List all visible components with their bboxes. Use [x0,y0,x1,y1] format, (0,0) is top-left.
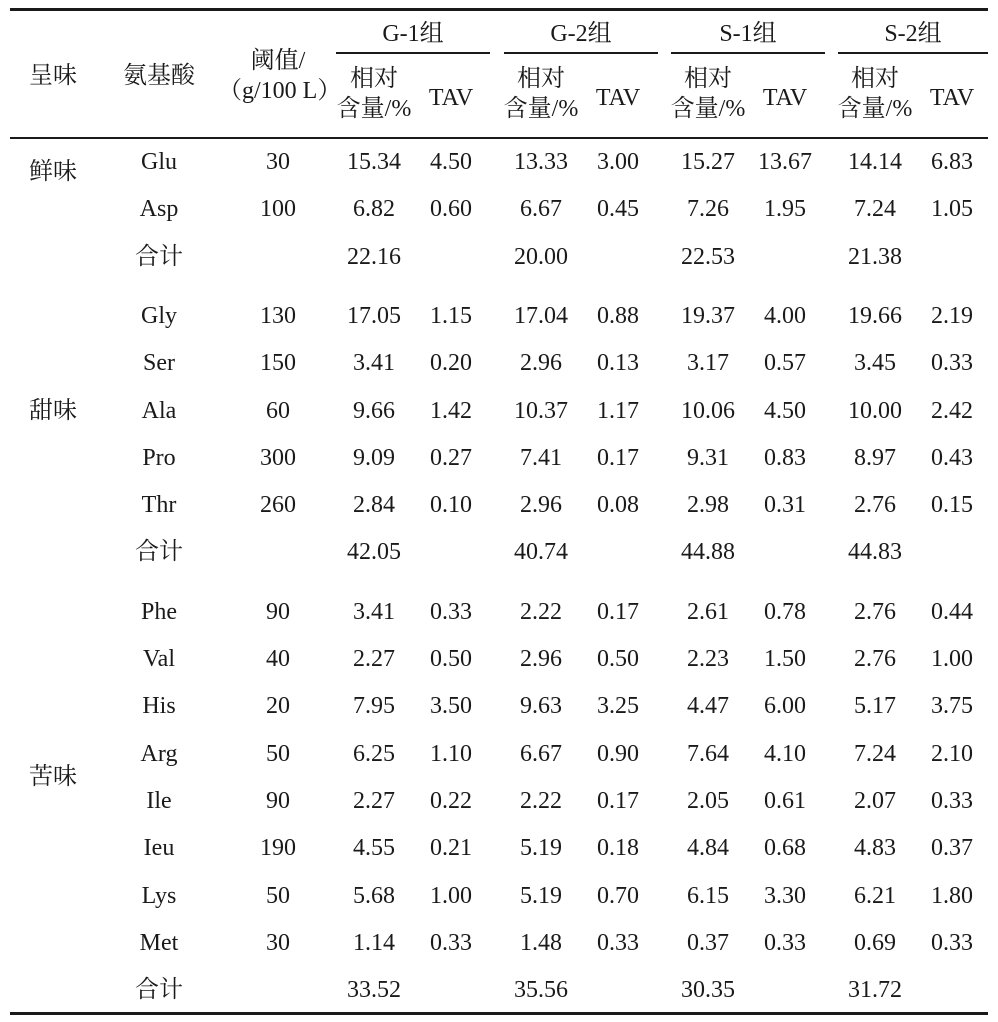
relative-content-cell: 6.25 [353,740,395,767]
relative-content-cell: 7.95 [353,693,395,720]
threshold-cell: 100 [260,196,296,223]
tav-cell: 0.37 [931,835,973,862]
relative-content-cell: 5.68 [353,882,395,909]
tav-cell: 0.50 [430,646,472,672]
tav-cell: 0.17 [597,598,639,625]
relative-content-cell: 8.97 [854,444,896,471]
tav-cell: 3.25 [597,693,639,720]
tav-cell: 0.13 [597,350,639,377]
subheader-relative-line1: 相对 [851,66,899,92]
header-threshold-line2: （g/100 L） [218,78,342,104]
tav-cell: 1.00 [931,646,973,672]
amino-acid-cell: Lys [141,882,177,909]
threshold-cell: 150 [260,350,296,377]
relative-content-cell: 7.26 [687,196,729,223]
total-value-cell: 22.53 [681,243,735,270]
amino-acid-cell: Pro [142,444,176,471]
tav-cell: 3.00 [597,149,639,175]
total-value-cell: 21.38 [848,243,902,270]
relative-content-cell: 2.22 [520,787,562,814]
tav-cell: 0.10 [430,492,472,519]
subheader-relative-line1: 相对 [684,66,732,92]
relative-content-cell: 2.98 [687,492,729,519]
relative-content-cell: 10.06 [681,397,735,424]
amino-acid-cell: Arg [140,740,178,767]
taste-label-cell: 鲜味 [29,159,77,185]
group-rule-s1 [671,52,825,54]
relative-content-cell: 6.67 [520,740,562,767]
relative-content-cell: 2.96 [520,492,562,519]
total-value-cell: 35.56 [514,977,568,1004]
tav-cell: 0.57 [764,350,806,377]
relative-content-cell: 2.96 [520,646,562,672]
relative-content-cell: 4.47 [687,693,729,720]
relative-content-cell: 6.15 [687,882,729,909]
tav-cell: 1.10 [430,740,472,767]
amino-acid-cell: Thr [141,492,177,519]
header-group-g1: G-1组 [382,21,444,47]
relative-content-cell: 19.66 [848,302,902,329]
tav-cell: 0.15 [931,492,973,519]
amino-acid-cell: Val [143,646,175,672]
bottom-rule [10,1012,988,1015]
tav-cell: 4.50 [430,149,472,175]
tav-cell: 0.33 [764,929,806,956]
relative-content-cell: 7.41 [520,444,562,471]
amino-acid-cell: Phe [141,598,177,625]
total-value-cell: 22.16 [347,243,401,270]
relative-content-cell: 3.17 [687,350,729,377]
header-group-g2: G-2组 [550,21,612,47]
tav-cell: 1.50 [764,646,806,672]
tav-cell: 1.80 [931,882,973,909]
group-rule-g2 [504,52,658,54]
relative-content-cell: 2.76 [854,646,896,672]
relative-content-cell: 10.37 [514,397,568,424]
total-value-cell: 20.00 [514,243,568,270]
relative-content-cell: 3.41 [353,350,395,377]
subheader-relative-line2: 含量/% [503,96,579,122]
threshold-cell: 130 [260,302,296,329]
tav-cell: 6.83 [931,149,973,175]
relative-content-cell: 7.64 [687,740,729,767]
relative-content-cell: 13.33 [514,149,568,175]
tav-cell: 1.17 [597,397,639,424]
subheader-relative-content [837,64,913,124]
tav-cell: 0.17 [597,787,639,814]
amino-acid-cell: Ile [146,787,172,814]
amino-acid-cell: Asp [139,196,179,223]
subheader-relative-line2: 含量/% [336,96,412,122]
tav-cell: 0.50 [597,646,639,672]
relative-content-cell: 9.09 [353,444,395,471]
tav-cell: 4.00 [764,302,806,329]
relative-content-cell: 5.19 [520,882,562,909]
subheader-tav: TAV [762,85,808,111]
threshold-cell: 40 [266,646,290,672]
relative-content-cell: 6.82 [353,196,395,223]
tav-cell: 3.75 [931,693,973,720]
relative-content-cell: 2.27 [353,787,395,814]
tav-cell: 0.90 [597,740,639,767]
tav-cell: 3.30 [764,882,806,909]
relative-content-cell: 5.17 [854,693,896,720]
top-rule [10,8,988,11]
group-rule-s2 [838,52,988,54]
subheader-relative-content [336,64,412,124]
relative-content-cell: 9.63 [520,693,562,720]
relative-content-cell: 2.05 [687,787,729,814]
relative-content-cell: 4.83 [854,835,896,862]
header-threshold [218,46,342,106]
threshold-cell: 90 [266,787,290,814]
subheader-relative-line2: 含量/% [837,96,913,122]
threshold-cell: 30 [266,929,290,956]
subheader-relative-line1: 相对 [517,66,565,92]
total-value-cell: 42.05 [347,539,401,566]
tav-cell: 0.20 [430,350,472,377]
threshold-cell: 90 [266,598,290,625]
total-label-cell: 合计 [135,243,183,270]
tav-cell: 0.83 [764,444,806,471]
relative-content-cell: 17.04 [514,302,568,329]
total-value-cell: 33.52 [347,977,401,1004]
relative-content-cell: 6.21 [854,882,896,909]
tav-cell: 0.70 [597,882,639,909]
relative-content-cell: 6.67 [520,196,562,223]
relative-content-cell: 2.07 [854,787,896,814]
relative-content-cell: 15.34 [347,149,401,175]
subheader-relative-content [503,64,579,124]
amino-acid-cell: Ser [143,350,175,377]
total-value-cell: 40.74 [514,539,568,566]
total-value-cell: 44.83 [848,539,902,566]
amino-acid-cell: Gly [141,302,177,329]
header-threshold-line1: 阈值/ [250,48,306,74]
relative-content-cell: 2.27 [353,646,395,672]
tav-cell: 4.10 [764,740,806,767]
relative-content-cell: 2.76 [854,598,896,625]
tav-cell: 1.15 [430,302,472,329]
tav-cell: 1.42 [430,397,472,424]
tav-cell: 2.10 [931,740,973,767]
tav-cell: 0.33 [430,598,472,625]
relative-content-cell: 2.22 [520,598,562,625]
relative-content-cell: 2.61 [687,598,729,625]
relative-content-cell: 3.41 [353,598,395,625]
tav-cell: 3.50 [430,693,472,720]
tav-cell: 0.08 [597,492,639,519]
header-group-s1: S-1组 [719,21,777,47]
tav-cell: 0.18 [597,835,639,862]
relative-content-cell: 0.37 [687,929,729,956]
tav-cell: 6.00 [764,693,806,720]
subheader-relative-line2: 含量/% [670,96,746,122]
amino-acid-cell: Ieu [143,835,175,862]
tav-cell: 2.19 [931,302,973,329]
tav-cell: 1.05 [931,196,973,223]
relative-content-cell: 2.23 [687,646,729,672]
subheader-relative-line1: 相对 [350,66,398,92]
tav-cell: 0.43 [931,444,973,471]
header-rule [10,137,988,139]
tav-cell: 0.21 [430,835,472,862]
threshold-cell: 50 [266,882,290,909]
tav-cell: 0.27 [430,444,472,471]
header-amino-acid: 氨基酸 [123,63,195,89]
relative-content-cell: 19.37 [681,302,735,329]
subheader-tav: TAV [595,85,641,111]
tav-cell: 0.17 [597,444,639,471]
threshold-cell: 60 [266,397,290,424]
tav-cell: 13.67 [758,149,812,175]
tav-cell: 0.33 [931,929,973,956]
tav-cell: 0.78 [764,598,806,625]
relative-content-cell: 9.66 [353,397,395,424]
tav-cell: 0.88 [597,302,639,329]
threshold-cell: 30 [266,149,290,175]
relative-content-cell: 9.31 [687,444,729,471]
total-value-cell: 31.72 [848,977,902,1004]
tav-cell: 0.33 [931,787,973,814]
threshold-cell: 20 [266,693,290,720]
amino-acid-cell: His [142,693,176,720]
tav-cell: 4.50 [764,397,806,424]
amino-acid-cell: Glu [141,149,177,175]
tav-cell: 0.33 [597,929,639,956]
relative-content-cell: 2.96 [520,350,562,377]
threshold-cell: 190 [260,835,296,862]
relative-content-cell: 3.45 [854,350,896,377]
relative-content-cell: 7.24 [854,196,896,223]
total-label-cell: 合计 [135,539,183,566]
relative-content-cell: 4.55 [353,835,395,862]
relative-content-cell: 1.48 [520,929,562,956]
tav-cell: 0.45 [597,196,639,223]
subheader-tav: TAV [929,85,975,111]
tav-cell: 0.31 [764,492,806,519]
subheader-relative-content [670,64,746,124]
relative-content-cell: 5.19 [520,835,562,862]
tav-cell: 0.60 [430,196,472,223]
relative-content-cell: 7.24 [854,740,896,767]
threshold-cell: 260 [260,492,296,519]
threshold-cell: 50 [266,740,290,767]
tav-cell: 0.22 [430,787,472,814]
total-value-cell: 44.88 [681,539,735,566]
tav-cell: 1.95 [764,196,806,223]
relative-content-cell: 15.27 [681,149,735,175]
amino-acid-cell: Met [139,929,179,956]
tav-cell: 2.42 [931,397,973,424]
tav-cell: 0.61 [764,787,806,814]
relative-content-cell: 1.14 [353,929,395,956]
group-rule-g1 [336,52,490,54]
tav-cell: 0.44 [931,598,973,625]
tav-cell: 0.33 [430,929,472,956]
header-taste: 呈味 [29,63,77,89]
taste-label-cell: 甜味 [29,397,77,424]
tav-cell: 0.68 [764,835,806,862]
relative-content-cell: 14.14 [848,149,902,175]
threshold-cell: 300 [260,444,296,471]
total-label-cell: 合计 [135,977,183,1004]
relative-content-cell: 0.69 [854,929,896,956]
tav-cell: 0.33 [931,350,973,377]
relative-content-cell: 2.76 [854,492,896,519]
relative-content-cell: 17.05 [347,302,401,329]
subheader-tav: TAV [428,85,474,111]
header-group-s2: S-2组 [884,21,942,47]
amino-acid-cell: Ala [141,397,177,424]
taste-label-cell: 苦味 [29,764,77,791]
relative-content-cell: 10.00 [848,397,902,424]
tav-cell: 1.00 [430,882,472,909]
relative-content-cell: 2.84 [353,492,395,519]
relative-content-cell: 4.84 [687,835,729,862]
total-value-cell: 30.35 [681,977,735,1004]
